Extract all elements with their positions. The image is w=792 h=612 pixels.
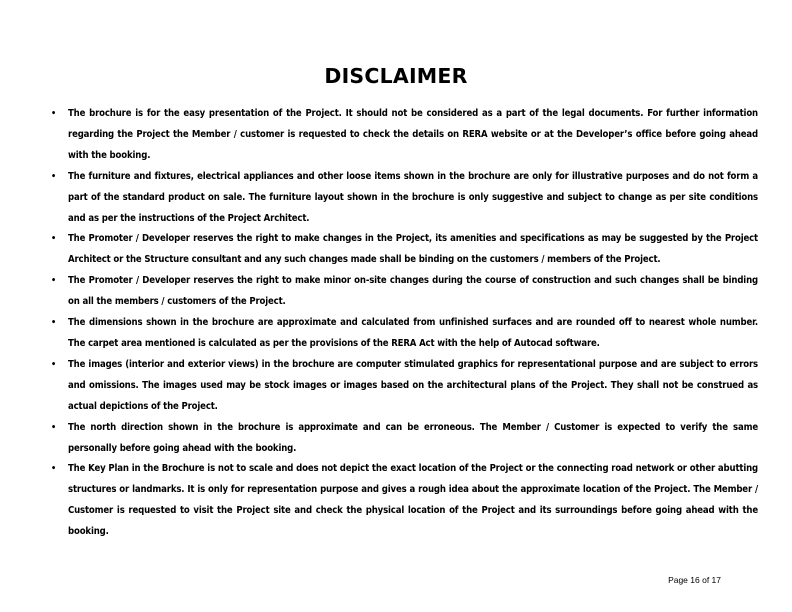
- list-item: [0, 313, 792, 355]
- page-number: Page 16 of 17: [668, 575, 721, 585]
- list-item: [0, 271, 792, 313]
- page-title: DISCLAIMER: [324, 64, 468, 88]
- bullet-icon: •: [51, 234, 57, 245]
- list-item-text: The Key Plan in the Brochure is not to scale and does not depict the exact location of the Project or the connecting road network or other abutting structures or landmarks. It is only for representation purpose and gives a rough idea about the approximate location of the Project. The Member / Customer is requested to visit the Project site and check the physical location of the Project and its surroundings before going ahead with the booking.: [68, 463, 758, 538]
- list-item: [0, 104, 792, 167]
- list-item: [0, 418, 792, 460]
- list-item-text: The north direction shown in the brochure is approximate and can be erroneous. The Member / Customer is expected to verify the same personally before going ahead with the booking.: [68, 421, 758, 454]
- bullet-icon: •: [51, 276, 57, 287]
- list-item-text: The dimensions shown in the brochure are approximate and calculated from unfinished surfaces and are rounded off to nearest whole number. The carpet area mentioned is calculated as per the provisions of the RERA Act with the help of Autocad software.: [68, 317, 758, 349]
- list-item-text: The Promoter / Developer reserves the right to make changes in the Project, its amenities and specifications as may be suggested by the Project Architect or the Structure consultant and any such changes made shall be binding on the customers / members of the Project.: [68, 233, 758, 266]
- bullet-icon: •: [51, 171, 57, 182]
- disclaimer-list: [0, 104, 792, 543]
- list-item: [0, 459, 792, 543]
- list-item-text: The images (interior and exterior views) in the brochure are computer stimulated graphics for representational purpose and are subject to errors and omissions. The images used may be stock images or images based on the architectural plans of the Project. They shall not be construed as actual depictions of the Project.: [68, 358, 758, 412]
- bullet-icon: •: [51, 109, 57, 119]
- bullet-icon: •: [51, 359, 57, 370]
- list-item-text: The brochure is for the easy presentation of the Project. It should not be considered as a part of the legal documents. For further information regarding the Project the Member / customer is requested to check the details on RERA website or at the Developer’s office before going ahead with the booking.: [68, 108, 758, 161]
- bullet-icon: •: [51, 464, 57, 475]
- list-item: [0, 167, 792, 230]
- list-item-text: The Promoter / Developer reserves the right to make minor on-site changes during the course of construction and such changes shall be binding on all the members / customers of the Project.: [68, 275, 758, 308]
- list-item: [0, 355, 792, 418]
- bullet-icon: •: [51, 422, 57, 433]
- list-item-text: The furniture and fixtures, electrical appliances and other loose items shown in the brochure are only for illustrative purposes and do not form a part of the standard product on sale. The furniture layout shown in the brochure is only suggestive and subject to change as per site conditions and as per the instructions of the Project Architect.: [68, 170, 758, 224]
- bullet-icon: •: [51, 318, 57, 329]
- list-item: [0, 229, 792, 271]
